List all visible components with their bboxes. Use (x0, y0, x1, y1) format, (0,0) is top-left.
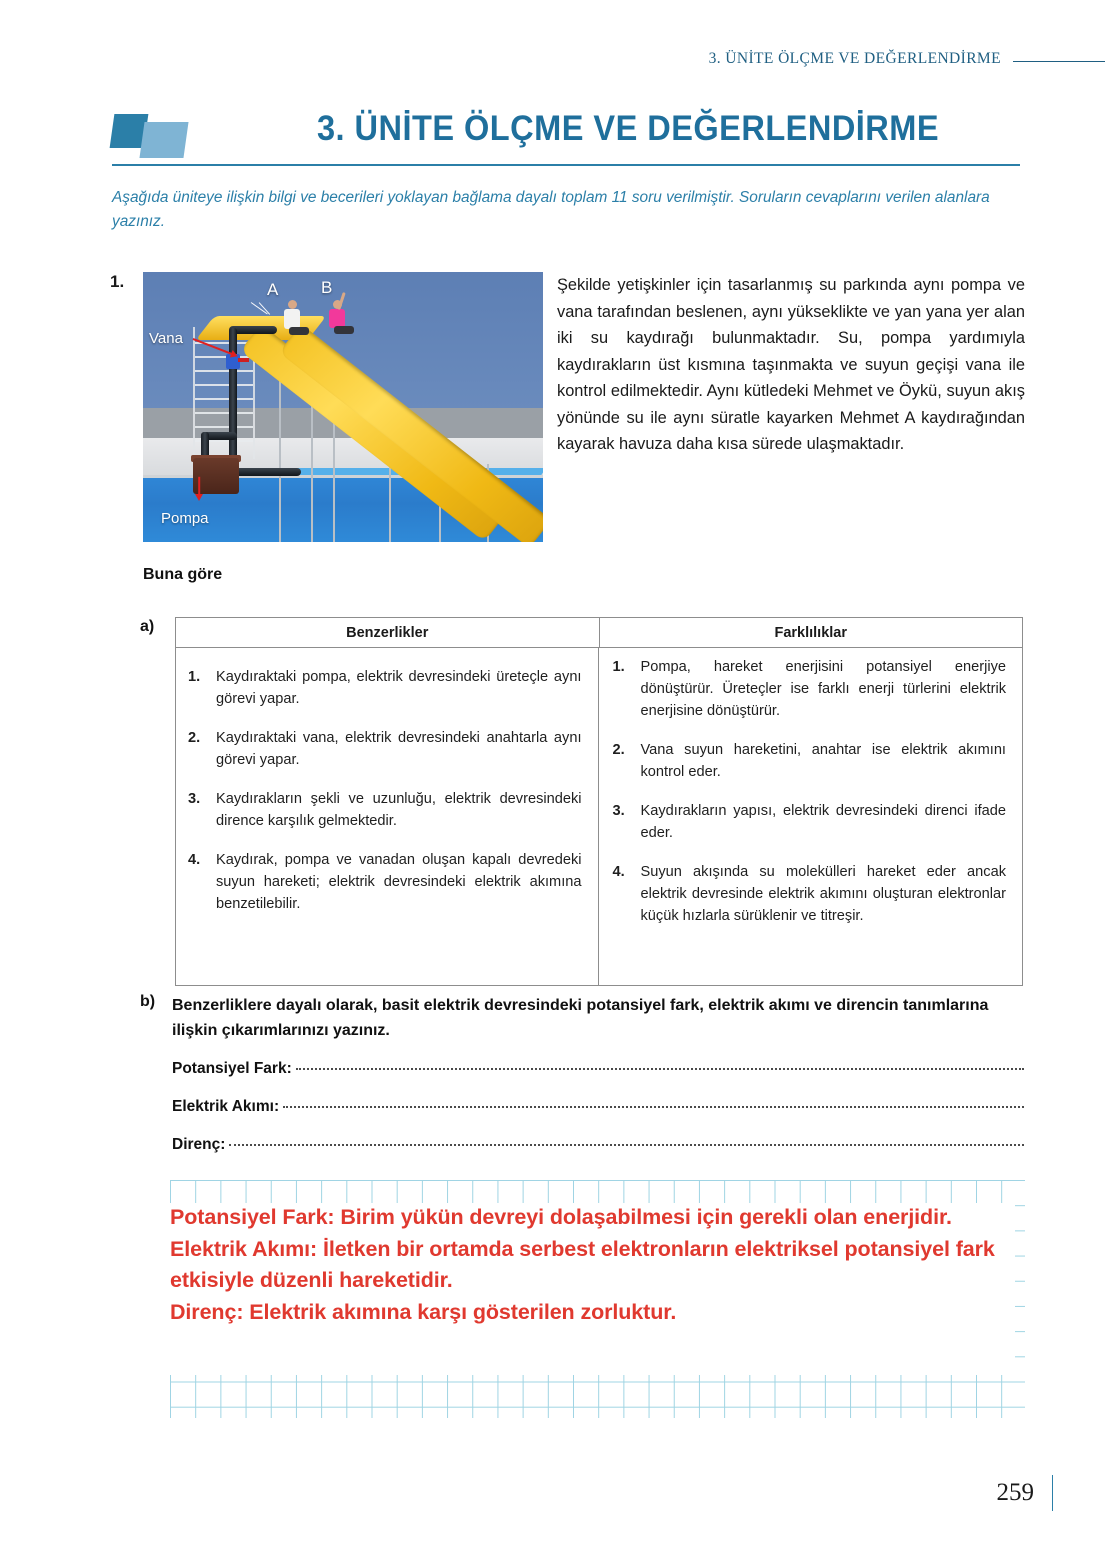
part-b-instruction: Benzerliklere dayalı olarak, basit elektrik devresindeki potansiyel fark, elektrik akımı ve direncin tanımlarına ilişkin çıkarımlarınızı yazınız. (172, 997, 989, 1039)
list-item-number: 1. (612, 659, 625, 675)
similarities-column (176, 648, 599, 985)
list-item-number: 3. (612, 803, 625, 819)
answer-blank-elektrik-akimi[interactable] (172, 1098, 1024, 1116)
blank-dotted-line[interactable] (229, 1144, 1024, 1146)
list-item (186, 666, 582, 710)
answer-line-potansiyel-fark: Potansiyel Fark: Birim yükün devreyi dolaşabilmesi için gerekli olan enerjidir. (170, 1205, 952, 1229)
differences-column (599, 648, 1023, 985)
person-head (288, 300, 297, 309)
blank-label: Elektrik Akımı: (172, 1098, 280, 1115)
figure-label-b: B (321, 278, 333, 297)
header-rule (1013, 61, 1105, 62)
figure-label-pump: Pompa (161, 510, 209, 527)
list-item (611, 656, 1007, 722)
running-header (0, 44, 1105, 74)
stair-step (195, 384, 253, 386)
buna-gore-label: Buna göre (143, 566, 223, 583)
list-item (611, 861, 1007, 927)
answer-blank-direnc[interactable] (172, 1136, 1024, 1154)
list-item-text: Pompa, hareket enerjisini potansiyel enerjiye dönüştürür. Üreteçler ise farklı enerji türlerini elektrik enerjisine dönüştürür. (640, 659, 1006, 719)
list-item-number: 2. (188, 730, 201, 746)
list-item-text: Kaydırakların yapısı, elektrik devresindeki direnci ifade eder. (640, 803, 1006, 841)
differences-list (611, 656, 1007, 927)
running-header-title: 3. ÜNİTE ÖLÇME VE DEĞERLENDİRME (708, 50, 1001, 67)
pump-arrow-line (198, 477, 200, 495)
list-item (611, 739, 1007, 783)
page-number: 259 (996, 1479, 1034, 1506)
page-footer (997, 1475, 1054, 1511)
column-header-similarities: Benzerlikler (176, 618, 600, 647)
list-item-number: 2. (612, 742, 625, 758)
stair-step (195, 370, 253, 372)
waterslide-illustration (143, 272, 543, 542)
blank-label: Direnç: (172, 1136, 226, 1153)
stair-step (195, 412, 253, 414)
blank-dotted-line[interactable] (296, 1068, 1024, 1070)
comparison-table-body (176, 648, 1022, 985)
answer-blank-potansiyel-fark[interactable] (172, 1060, 1024, 1078)
title-underline (112, 164, 1020, 166)
unit-title-block (112, 104, 1020, 166)
part-a-label: a) (140, 618, 155, 635)
pump-arrow-head-icon (195, 494, 203, 501)
list-item-text: Suyun akışında su molekülleri hareket eder ancak elektrik devresinde elektrik akımını oluşturan elektronlar küçük hızlarla sürüklenir ve titreşir. (640, 864, 1006, 924)
valve-handle-icon (238, 358, 249, 362)
similarities-list (186, 666, 582, 915)
person-torso (284, 309, 300, 329)
question-number: 1. (110, 272, 125, 291)
comparison-table-header-row (176, 618, 1022, 648)
column-header-differences: Farklılıklar (774, 624, 848, 641)
figure-label-valve: Vana (149, 330, 183, 347)
comparison-table (175, 617, 1023, 986)
decoration-light-shape (139, 122, 188, 158)
list-item (186, 849, 582, 915)
title-decoration-icon (112, 114, 190, 158)
list-item (611, 800, 1007, 844)
stair-step (195, 398, 253, 400)
blank-label: Potansiyel Fark: (172, 1060, 292, 1077)
list-item-number: 4. (612, 864, 625, 880)
person-legs (334, 326, 354, 334)
footer-rule (1052, 1475, 1053, 1511)
intro-paragraph: Aşağıda üniteye ilişkin bilgi ve becerileri yoklayan bağlama dayalı toplam 11 soru verilmiştir. Soruların cevaplarını verilen alanlara yazınız. (112, 189, 990, 230)
question-stem: Şekilde yetişkinler için tasarlanmış su parkında aynı pompa ve vana tarafından beslenen, aynı yükseklikte ve yan yana yer alan iki su kaydırağı bulunmaktadır. Su, pompa yardımıyla kaydırakların üst kısmına taşınmakta ve suyun geçişi vana ile kontrol edilmektedir. Aynı kütledeki Mehmet ve Öykü, suyun akış yönünde su ile aynı süratle kayarken Mehmet A kaydırağından kayarak havuza daha kısa sürede ulaşmaktadır. (557, 276, 1025, 453)
stair-step (195, 426, 253, 428)
blank-dotted-line[interactable] (283, 1106, 1024, 1108)
list-item-text: Kaydırak, pompa ve vanadan oluşan kapalı devredeki suyun hareketi; elektrik devresindeki elektrik akımına benzetilebilir. (216, 852, 582, 912)
list-item-text: Kaydıraktaki pompa, elektrik devresindeki üreteçle aynı görevi yapar. (216, 669, 582, 707)
list-item-number: 3. (188, 791, 201, 807)
answer-line-direnc: Direnç: Elektrik akımına karşı gösterilen zorluktur. (170, 1299, 677, 1324)
figure-label-a: A (267, 280, 279, 299)
page-title: 3. ÜNİTE ÖLÇME VE DEĞERLENDİRME (316, 109, 940, 148)
part-b-label: b) (140, 993, 156, 1010)
answer-line-elektrik-akimi: Elektrik Akımı: İletken bir ortamda serbest elektronların elektriksel potansiyel fark etkisiyle düzenli hareketidir. (170, 1236, 995, 1292)
pump-body-icon (193, 458, 239, 494)
list-item-text: Vana suyun hareketini, anahtar ise elektrik akımını kontrol eder. (640, 742, 1006, 780)
list-item-text: Kaydırakların şekli ve uzunluğu, elektrik devresindeki dirence karşılık gelmektedir. (216, 791, 582, 829)
list-item-number: 4. (188, 852, 201, 868)
list-item-text: Kaydıraktaki vana, elektrik devresindeki anahtarla aynı görevi yapar. (216, 730, 582, 768)
person-legs (289, 327, 309, 335)
list-item-number: 1. (188, 669, 201, 685)
list-item (186, 788, 582, 832)
list-item (186, 727, 582, 771)
answer-key-text (170, 1202, 1015, 1328)
